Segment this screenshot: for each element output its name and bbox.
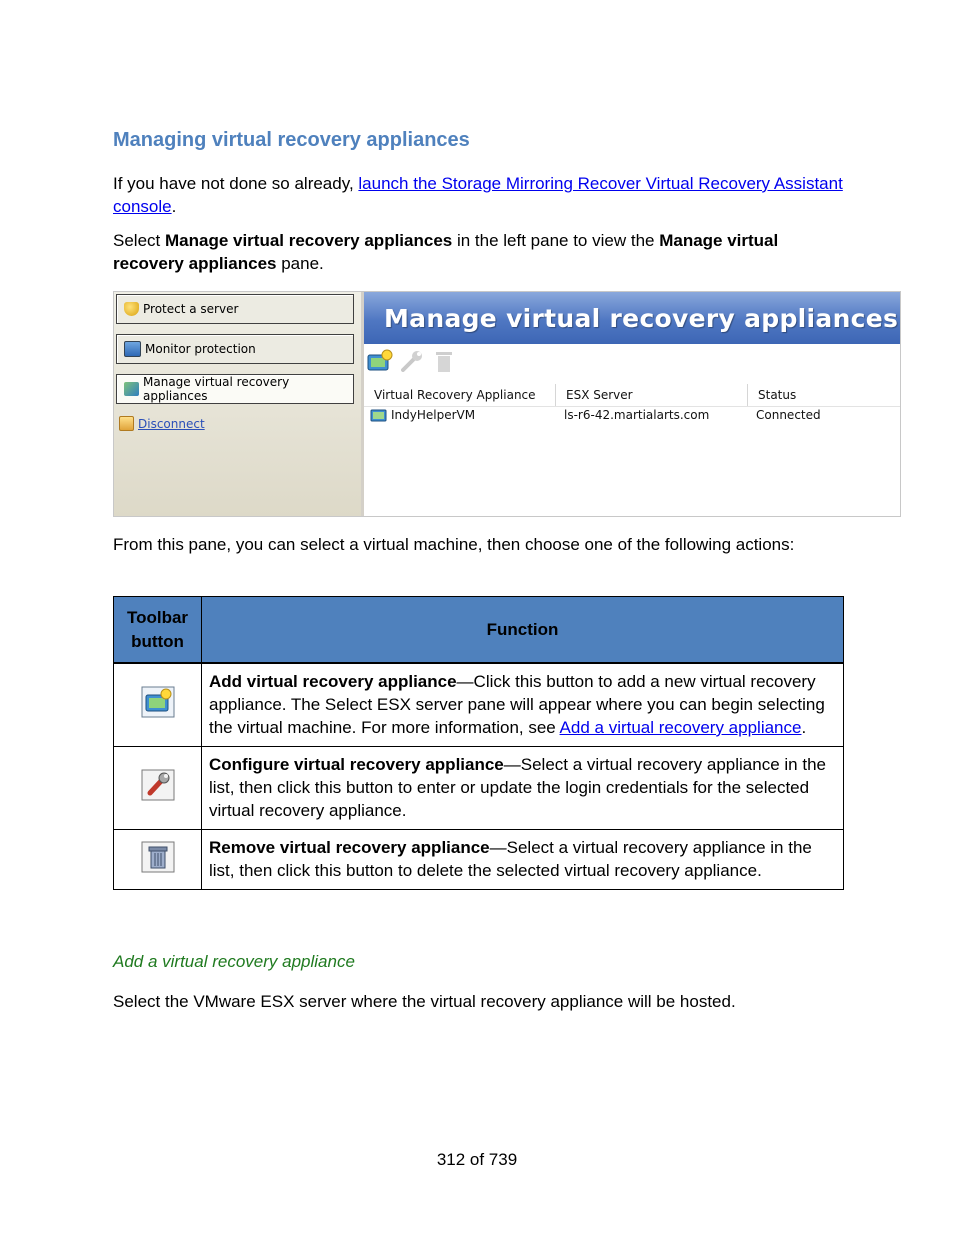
header-toolbar-button: Toolbar button [114,597,202,664]
left-nav-pane [114,292,364,516]
add-appliance-subheading: Add a virtual recovery appliance [113,952,355,971]
select-bold-1: Manage virtual recovery appliances [164,231,453,250]
icon-cell [114,663,202,747]
add-appliance-description [202,663,844,747]
final-paragraph: Select the VMware ESX server where the virtual recovery appliance will be hosted. [113,992,736,1011]
add-appliance-text: —Click this button to add a new virtual recovery appliance. The Select ESX server pane will appear where you can begin selecting the virtual machine. For more information, see [209,672,825,737]
select-text-3: pane. [276,254,324,273]
disconnect-label: Disconnect [138,416,205,431]
appliance-icon [124,382,139,396]
remove-appliance-text: —Select a virtual recovery appliance in the list, then click this button to delete the selected virtual recovery appliance. [209,838,812,880]
pane-title: Manage virtual recovery appliances [384,304,899,333]
vm-icon [370,407,390,425]
trash-icon [141,841,175,873]
trash-icon[interactable] [432,348,456,374]
column-header-esx-server[interactable]: ESX Server [556,384,748,406]
nav-monitor-protection-label: Monitor protection [145,342,256,356]
table-row [114,830,844,890]
nav-protect-server-label: Protect a server [143,302,239,316]
remove-appliance-description [202,830,844,890]
configure-wrench-icon[interactable] [398,348,426,374]
disconnect-link[interactable] [119,416,205,431]
table-header-row [114,597,844,664]
add-appliance-link[interactable]: Add a virtual recovery appliance [559,718,802,737]
monitor-icon [124,341,141,357]
nav-protect-server-button[interactable] [116,294,354,324]
select-bold-2: Manage virtual recovery appliances [113,231,779,273]
select-paragraph [113,229,848,275]
add-appliance-end: . [801,718,807,737]
intro-paragraph [113,172,848,218]
manage-appliances-pane [364,292,900,516]
column-header-status[interactable]: Status [758,388,797,402]
nav-monitor-protection-button[interactable] [116,334,354,364]
remove-appliance-title: Remove virtual recovery appliance [209,838,490,857]
shield-icon [124,302,139,316]
esx-server-name: ls-r6-42.martialarts.com [564,408,710,422]
toolbar-buttons-table [113,596,844,890]
icon-cell [114,830,202,890]
select-text-2: in the left pane to view the [452,231,660,250]
page-heading: Managing virtual recovery appliances [113,129,470,151]
configure-appliance-text: —Select a virtual recovery appliance in the list, then click this button to enter or update the login credentials for the selected virtual recovery appliance. [209,755,826,820]
add-appliance-title: Add virtual recovery appliance [209,672,457,691]
status-value: Connected [756,408,821,422]
launch-console-link[interactable]: launch the Storage Mirroring Recover Virtual Recovery Assistant console [113,174,843,216]
nav-manage-appliances-label: Manage virtual recovery appliances [143,375,290,403]
actions-paragraph: From this pane, you can select a virtual machine, then choose one of the following actions: [113,535,795,554]
intro-suffix: . [171,197,177,216]
configure-wrench-icon [141,769,175,801]
header-divider [364,406,900,407]
page-number: 312 of 739 [436,1150,518,1169]
app-screenshot [113,291,901,517]
icon-cell [114,747,202,830]
configure-appliance-description [202,747,844,830]
intro-prefix: If you have not done so already, [113,174,359,193]
table-row [114,663,844,747]
appliance-name: IndyHelperVM [391,408,476,422]
add-appliance-icon [141,686,175,718]
table-row [114,747,844,830]
header-function: Function [202,597,844,664]
column-header-appliance[interactable]: Virtual Recovery Appliance [364,384,556,406]
configure-appliance-title: Configure virtual recovery appliance [209,755,504,774]
add-appliance-icon[interactable] [366,348,394,374]
pane-banner [364,292,900,344]
key-icon [119,416,134,431]
nav-manage-appliances-button[interactable] [116,374,354,404]
select-text-1: Select [113,231,165,250]
